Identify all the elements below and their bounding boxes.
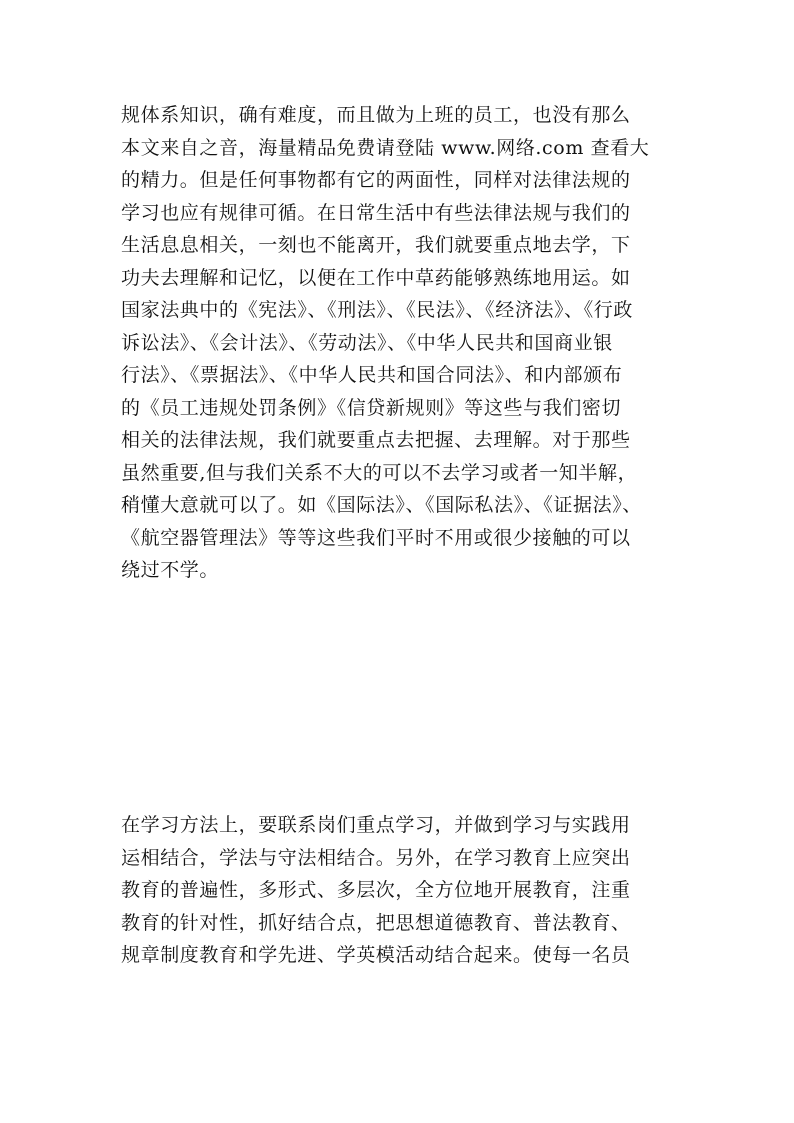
- text-line: 的《员工违规处罚条例》《信贷新规则》等这些与我们密切: [121, 396, 622, 419]
- text-line: 运相结合，学法与守法相结合。另外，在学习教育上应突出: [121, 846, 631, 869]
- text-line: 本文来自之音，海量精品免费请登陆 www.网络.com 查看大: [121, 136, 650, 159]
- text-line: 相关的法律法规，我们就要重点去把握、去理解。对于那些: [121, 429, 631, 451]
- text-line: 在学习方法上，要联系岗们重点学习，并做到学习与实践用: [121, 814, 631, 836]
- text-line: 《航空器管理法》等等这些我们平时不用或很少接触的可以: [121, 526, 631, 549]
- text-line: 诉讼法》、《会计法》、《劳动法》、《中华人民共和国商业银: [121, 331, 613, 354]
- paragraph-study-methods: [121, 809, 681, 972]
- text-line: 稍懂大意就可以了。如《国际法》、《国际私法》、《证据法》、: [121, 494, 642, 516]
- text-line: 行法》、《票据法》、《中华人民共和国合同法》、和内部颁布: [121, 364, 623, 386]
- text-line: 的精力。但是任何事物都有它的两面性，同样对法律法规的: [121, 169, 631, 191]
- text-line: 教育的针对性，抓好结合点，把思想道德教育、普法教育、: [121, 911, 631, 934]
- paragraph-study-priorities: [121, 99, 681, 587]
- text-line: 虽然重要,但与我们关系不大的可以不去学习或者一知半解，: [121, 461, 638, 484]
- text-line: 学习也应有规律可循。在日常生活中有些法律法规与我们的: [121, 201, 631, 224]
- text-line: 功夫去理解和记忆，以便在工作中草药能够熟练地用运。如: [121, 266, 631, 289]
- text-line: 规体系知识，确有难度，而且做为上班的员工，也没有那么: [121, 104, 631, 126]
- text-line: 生活息息相关，一刻也不能离开，我们就要重点地去学，下: [121, 234, 631, 256]
- text-line: 国家法典中的《宪法》、《刑法》、《民法》、《经济法》、《行政: [121, 299, 634, 321]
- text-line: 绕过不学。: [121, 559, 220, 581]
- text-line: 规章制度教育和学先进、学英模活动结合起来。使每一名员: [121, 944, 631, 966]
- text-line: 教育的普遍性，多形式、多层次，全方位地开展教育，注重: [121, 879, 631, 901]
